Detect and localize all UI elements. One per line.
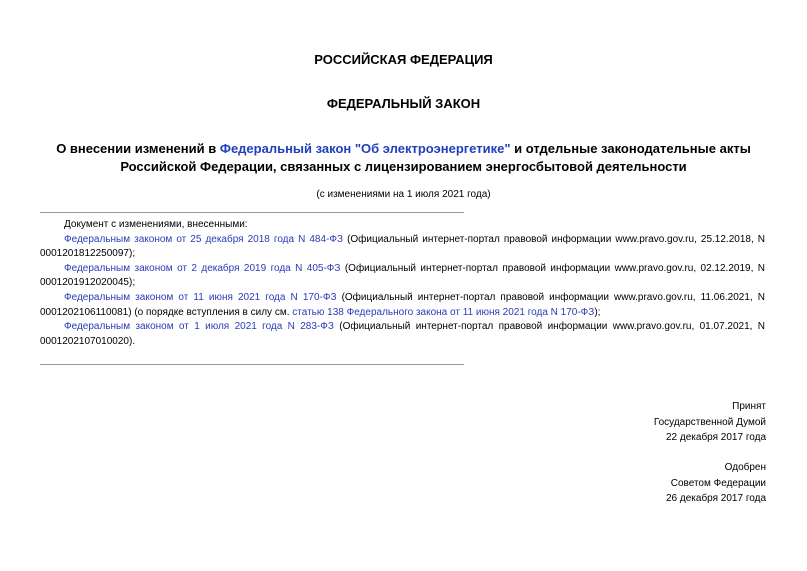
doc-type-heading: ФЕДЕРАЛЬНЫЙ ЗАКОН xyxy=(326,96,481,111)
law-title xyxy=(40,140,767,176)
approved-block xyxy=(526,460,766,507)
change-text: (Официальный интернет-портал правовой информации www.pravo.gov.ru, 11.06.2021, N 0001202106110081) (о порядке вступления в силу см. xyxy=(40,291,765,318)
change-link[interactable]: Федеральным законом от 2 декабря 2019 года N 405-ФЗ xyxy=(64,262,341,274)
change-article-link[interactable]: статью 138 Федерального закона от 11 июня 2021 года N 170-ФЗ xyxy=(292,306,595,318)
change-item xyxy=(40,291,765,320)
approved-label: Одобрен xyxy=(724,462,766,473)
accepted-date: 22 декабря 2017 года xyxy=(665,432,766,443)
country-heading: РОССИЙСКАЯ ФЕДЕРАЦИЯ xyxy=(314,52,493,67)
change-link[interactable]: Федеральным законом от 11 июня 2021 года N 170-ФЗ xyxy=(64,291,337,303)
approved-body: Советом Федерации xyxy=(670,477,766,489)
approved-date: 26 декабря 2017 года xyxy=(665,493,766,504)
divider-top xyxy=(40,212,464,213)
change-item xyxy=(40,262,765,291)
change-item xyxy=(40,233,765,262)
accepted-body: Государственной Думой xyxy=(653,416,766,428)
change-text: (Официальный интернет-портал правовой информации www.pravo.gov.ru, 25.12.2018, N 0001201812250097); xyxy=(40,233,765,260)
title-prefix: О внесении изменений в xyxy=(56,141,220,156)
revision-note: (с изменениями на 1 июля 2021 года) xyxy=(316,189,491,200)
divider-bottom xyxy=(40,364,464,365)
changes-intro: Документ с изменениями, внесенными: xyxy=(64,219,248,230)
accepted-block xyxy=(526,399,766,446)
title-suffix: и отдельные законодательные акты Российской Федерации, связанных с лицензированием энергосбытовой деятельности xyxy=(120,141,751,174)
change-text: (Официальный интернет-портал правовой информации www.pravo.gov.ru, 01.07.2021, N 0001202107010020). xyxy=(40,321,765,347)
change-link[interactable]: Федеральным законом от 1 июля 2021 года N 283-ФЗ xyxy=(64,321,334,333)
change-text-end: ); xyxy=(594,306,601,318)
changes-block xyxy=(40,218,765,349)
change-link[interactable]: Федеральным законом от 25 декабря 2018 года N 484-ФЗ xyxy=(64,233,344,245)
title-law-link[interactable]: Федеральный закон "Об электроэнергетике" xyxy=(219,141,511,156)
change-item xyxy=(40,320,765,349)
accepted-label: Принят xyxy=(732,401,766,412)
change-text: (Официальный интернет-портал правовой информации www.pravo.gov.ru, 02.12.2019, N 0001201912020045); xyxy=(40,262,765,289)
